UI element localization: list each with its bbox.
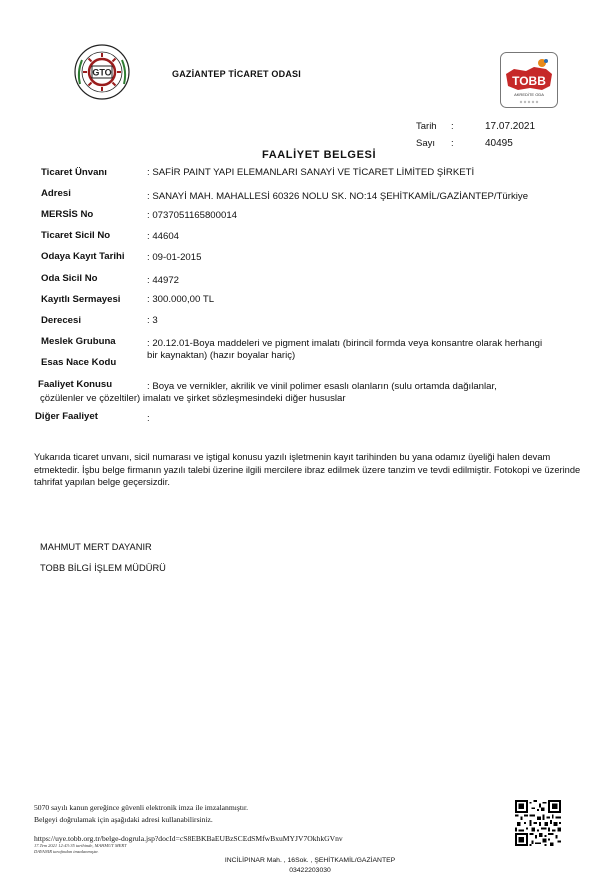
gaziantep-chamber-seal-icon	[74, 44, 130, 100]
other-activity-value: :	[147, 413, 150, 424]
signed-timestamp-line2: DAYANIR tarafından imzalanmıştır.	[34, 849, 99, 854]
mersis-value: : 0737051165800014	[147, 210, 237, 221]
svg-text:GTO: GTO	[92, 67, 112, 78]
svg-text:TOBB: TOBB	[512, 74, 546, 88]
trade-name-value: : SAFİR PAINT YAPI ELEMANLARI SANAYİ VE TİCARET LİMİTED ŞİRKETİ	[147, 167, 475, 178]
profession-group-label: Meslek Grubuna	[41, 336, 116, 347]
signatory-name: MAHMUT MERT DAYANIR	[40, 542, 152, 552]
grade-label: Derecesi	[41, 315, 82, 326]
signatory-title: TOBB BİLGİ İŞLEM MÜDÜRÜ	[40, 563, 166, 573]
chamber-name: GAZİANTEP TİCARET ODASI	[172, 69, 301, 79]
esign-notice-line2: Belgeyi doğrulamak için aşağıdaki adresi kullanabilirsiniz.	[34, 815, 213, 824]
document-title: FAALİYET BELGESİ	[262, 149, 377, 161]
activity-value-line1: : Boya ve vernikler, akrilik ve vinil polimer esaslı olanların (sulu ortamda dağılanlar,	[147, 381, 497, 392]
activity-value-line2: çözülenler ve çözeltiler) imalatı ve şirket sözleşmesindeki diğer hususlar	[40, 393, 346, 404]
date-separator: :	[451, 121, 454, 132]
trade-registry-label: Ticaret Sicil No	[41, 230, 111, 241]
chamber-reg-date-value: : 09-01-2015	[147, 252, 202, 263]
other-activity-label: Diğer Faaliyet	[35, 411, 98, 422]
chamber-reg-no-value: : 44972	[147, 275, 180, 286]
grade-value: : 3	[147, 315, 158, 326]
date-value: 17.07.2021	[485, 121, 536, 132]
activity-label: Faaliyet Konusu	[38, 379, 113, 390]
mersis-label: MERSİS No	[41, 209, 94, 220]
footer-phone: 03422203030	[289, 867, 331, 874]
signed-timestamp-line1: 17.Tem 2021 12:43:35 tarihinde, MAHMUT MERT	[34, 843, 127, 848]
nace-label: Esas Nace Kodu	[41, 357, 117, 368]
trade-name-label: Ticaret Ünvanı	[41, 167, 107, 178]
qr-code-icon	[515, 800, 561, 846]
trade-registry-value: : 44604	[147, 231, 180, 242]
profession-group-value-line1: : 20.12.01-Boya maddeleri ve pigment imalatı (birincil formda veya konsantre olarak herhangi	[147, 338, 543, 349]
svg-text:AKREDİTE ODA: AKREDİTE ODA	[514, 92, 544, 97]
number-value: 40495	[485, 138, 513, 149]
footer-address-line1: INCİLİPINAR Mah. , 16Sok. , ŞEHİTKAMİL/GAZİANTEP	[224, 857, 396, 864]
body-paragraph: Yukarıda ticaret unvanı, sicil numarası ve iştigal konusu yazılı işletmenin kayıt tarihinden bu yana odamız üyeliği halen devam etmektedir. İşbu belge firmanın yazılı talebi üzerine ilgili mercilere ibraz edilmek üzere tanzim ve tevdi edilmiştir. Fotokopi ve üzerinde tahrifat yapılan belge geçersizdir.	[34, 452, 581, 488]
address-value: : SANAYİ MAH. MAHALLESİ 60326 NOLU SK. NO:14 ŞEHİTKAMİL/GAZİANTEP/Türkiye	[147, 191, 529, 202]
verify-url-link[interactable]: https://uye.tobb.org.tr/belge-dogrula.jsp?docId=cS8EBKBaEUBzSCEdSMfwBxuMYJV7OkhkGVnv	[34, 834, 343, 843]
profession-group-value-line2: bir kaynaktan) (hazır boyalar hariç)	[147, 350, 296, 361]
number-label: Sayı	[416, 138, 436, 149]
address-label: Adresi	[41, 188, 71, 199]
date-label: Tarih	[416, 121, 437, 132]
chamber-reg-date-label: Odaya Kayıt Tarihi	[41, 251, 125, 262]
capital-value: : 300.000,00 TL	[147, 294, 215, 305]
number-separator: :	[451, 138, 454, 149]
esign-notice-line1: 5070 sayılı kanun gereğince güvenli elektronik imza ile imzalanmıştır.	[34, 803, 249, 812]
capital-label: Kayıtlı Sermayesi	[41, 294, 121, 305]
chamber-reg-no-label: Oda Sicil No	[41, 273, 98, 284]
tobb-logo-icon	[500, 52, 558, 108]
